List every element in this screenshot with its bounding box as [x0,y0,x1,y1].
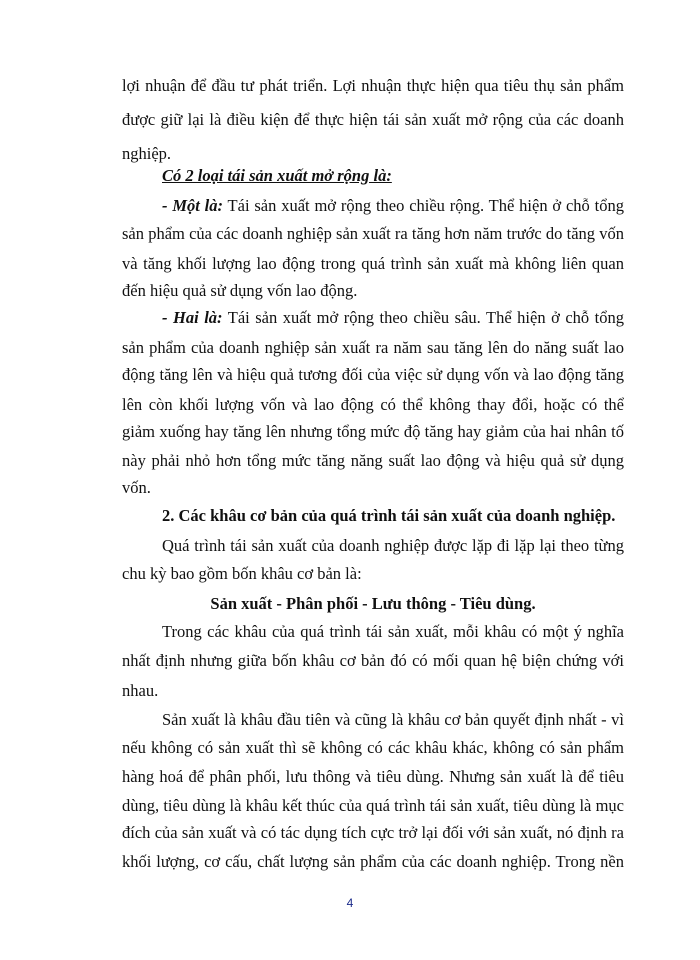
paragraph-line: này phải nhỏ hơn tổng mức tăng năng suất lao động và hiệu quả sử dụng [122,451,624,470]
paragraph-line: Trong các khâu của quá trình tái sản xuất, mỗi khâu có một ý nghĩa [162,622,624,641]
paragraph-line: hàng hoá để phân phối, lưu thông và tiêu dùng. Nhưng sản xuất là để tiêu [122,767,624,786]
paragraph-line: vốn. [122,478,151,497]
paragraph-line: sản phẩm của doanh nghiệp sản xuất ra năm sau tăng lên do năng suất lao [122,338,624,357]
paragraph-line: và tăng khối lượng lao động trong quá trình sản xuất mà không liên quan [122,254,624,273]
paragraph-line: động tăng lên và hiệu quả tương đối của việc sử dụng vốn và lao động tăng [122,365,624,384]
paragraph-line: đích của sản xuất và có tác dụng tích cực trở lại đối với sản xuất, nó định ra [122,823,624,842]
item-label: - Một là: [162,196,224,215]
paragraph-line: nghiệp. [122,144,172,163]
paragraph-line: sản phẩm của các doanh nghiệp sản xuất ra tăng hơn năm trước do tăng vốn [122,224,624,243]
item-text: Tái sản xuất mở rộng theo chiều sâu. Thể hiện ở chỗ tổng [222,308,624,327]
section-heading: 2. Các khâu cơ bản của quá trình tái sản xuất của doanh nghiệp. [162,506,616,525]
paragraph-line: chu kỳ bao gồm bốn khâu cơ bản là: [122,564,362,583]
paragraph-line [162,308,624,328]
item-label: - Hai là: [162,308,223,327]
page-number: 4 [346,896,354,910]
paragraph-line [162,196,624,216]
stages-line: Sản xuất - Phân phối - Lưu thông - Tiêu dùng. [210,594,536,613]
paragraph-line: dùng, tiêu dùng là khâu kết thúc của quá trình tái sản xuất, tiêu dùng là mục [122,796,624,815]
paragraph-line: nếu không có sản xuất thì sẽ không có các khâu khác, không có sản phẩm [122,738,624,757]
paragraph-line: nhau. [122,681,159,700]
paragraph-line: giảm xuống hay tăng lên nhưng tổng mức độ tăng hay giảm của hai nhân tố [122,422,624,441]
item-text: Tái sản xuất mở rộng theo chiều rộng. Thể hiện ở chỗ tổng [223,196,624,215]
section-subheading: Có 2 loại tái sản xuất mở rộng là: [162,166,392,185]
paragraph-line: khối lượng, cơ cấu, chất lượng sản phẩm của các doanh nghiệp. Trong nền [122,852,624,871]
paragraph-line: lợi nhuận để đầu tư phát triển. Lợi nhuận thực hiện qua tiêu thụ sản phẩm [122,76,624,95]
paragraph-line: được giữ lại là điều kiện để thực hiện tái sản xuất mở rộng của các doanh [122,110,624,129]
paragraph-line: nhất định nhưng giữa bốn khâu cơ bản đó có mối quan hệ biện chứng với [122,651,624,670]
paragraph-line: Sản xuất là khâu đầu tiên và cũng là khâu cơ bản quyết định nhất - vì [162,710,624,729]
paragraph-line: Quá trình tái sản xuất của doanh nghiệp được lặp đi lặp lại theo từng [162,536,624,555]
paragraph-line: lên còn khối lượng vốn và lao động có thể không thay đổi, hoặc có thể [122,395,624,414]
paragraph-line: đến hiệu quả sử dụng vốn lao động. [122,281,358,300]
